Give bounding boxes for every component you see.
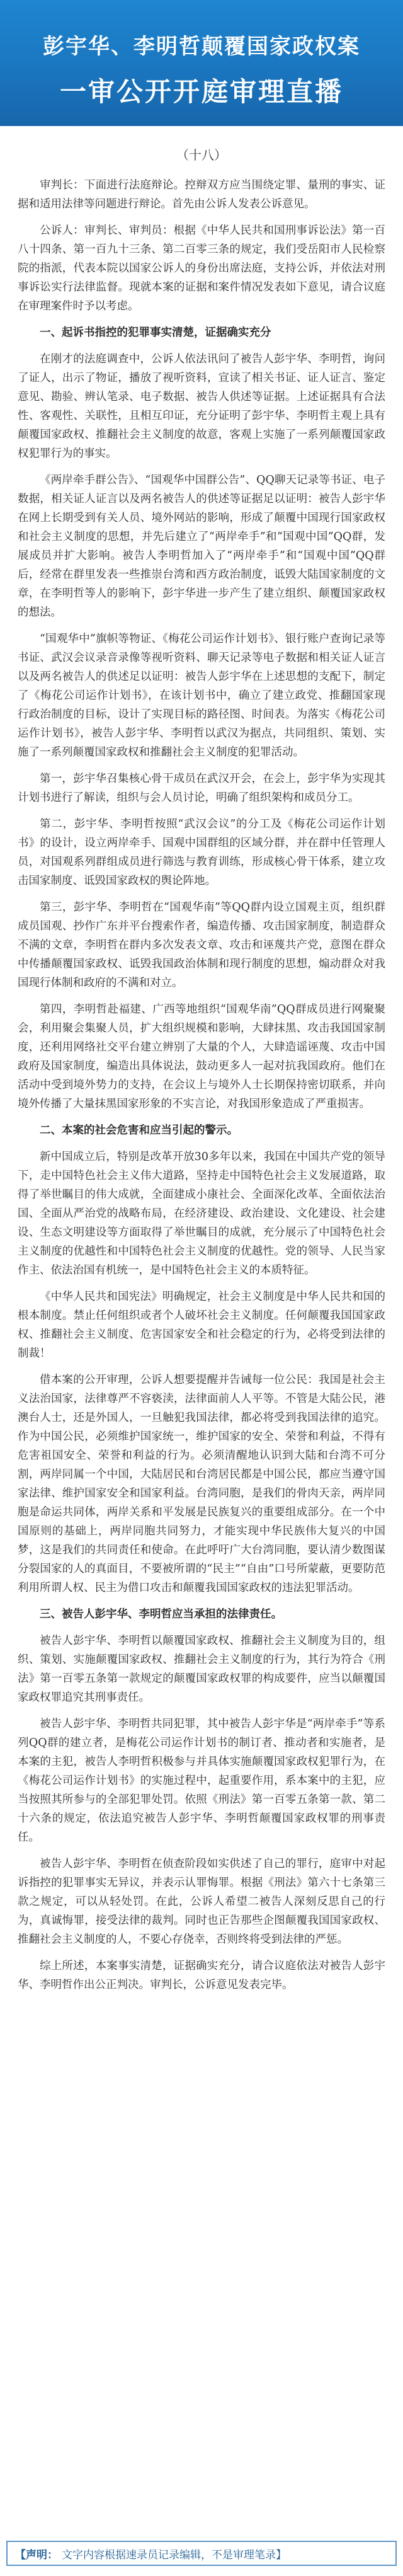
disclaimer-label: 【声明： xyxy=(15,2548,58,2562)
transcript-body xyxy=(0,176,403,1994)
paragraph: 第四，李明哲赴福建、广西等地组织“国观华南”QQ群成员进行网聚聚会，利用聚会集聚人员，扩大组织规模和影响，大肆抹黑、攻击我国国家制度，还利用网络社交平台建立辨别了大量的个人，大肆造谣诬蔑、攻击中国政府及国家制度，编造出具体说法，鼓动更多人一起对抗我国政府。他们在活动中受到境外势力的支持，在会议上与境外人士长期保持密切联系，并向境外传播了大量抹黑国家形象的不实言论，对我国形象造成了严重损害。 xyxy=(18,1003,385,1110)
section-heading: 三、被告人彭宇华、李明哲应当承担的法律责任。 xyxy=(40,1608,282,1621)
paragraph: 在刚才的法庭调查中，公诉人依法讯问了被告人彭宇华、李明哲，询问了证人，出示了物证，播放了视听资料，宣读了相关书证、证人证言、鉴定意见、勘验、辨认笔录、电子数据、被告人供述等证据。上述证据具有合法性、客观性、关联性，且相互印证，充分证明了彭宇华、李明哲主观上具有颠覆国家政权、推翻社会主义制度的故意，客观上实施了一系列颠覆国家政权犯罪行为的事实。 xyxy=(18,353,385,460)
paragraph: 审判长：下面进行法庭辩论。控辩双方应当围绕定罪、量刑的事实、证据和适用法律等问题进行辩论。首先由公诉人发表公诉意见。 xyxy=(18,179,385,210)
paragraph: 被告人彭宇华、李明哲共同犯罪，其中被告人彭宇华是“两岸牵手”等系列QQ群的建立者，是梅花公司运作计划书的制订者、推动者和实施者，是本案的主犯，被告人李明哲积极参与并具体实施颠覆国家政权犯罪行为，在《梅花公司运作计划书》的实施过程中，起重要作用，系本案中的主犯，应当按照其所参与的全部犯罪处罚。依照《刑法》第一百零五条第一款、第二十六条的规定，依法追究被告人彭宇华、李明哲颠覆国家政权罪的刑事责任。 xyxy=(18,1718,385,1844)
paragraph: 被告人彭宇华、李明哲以颠覆国家政权、推翻社会主义制度为目的，组织、策划、实施颠覆国家政权、推翻社会主义制度的行为，其行为符合《刑法》第一百零五条第一款规定的颠覆国家政权罪的构成要件，应当以颠覆国家政权罪追究其刑事责任。 xyxy=(18,1635,385,1704)
section-heading: 一、起诉书指控的犯罪事实清楚，证据确实充分 xyxy=(40,326,271,339)
section-number: （十八） xyxy=(176,147,227,163)
paragraph: 综上所述，本案事实清楚，证据确实充分，请合议庭依法对被告人彭宇华、李明哲作出公正判决。审判长，公诉意见发表完毕。 xyxy=(18,1960,385,1991)
paragraph: 《中华人民共和国宪法》明确规定，社会主义制度是中华人民共和国的根本制度。禁止任何组织或者个人破坏社会主义制度。任何颠覆我国国家政权、推翻社会主义制度、危害国家安全和社会稳定的行为，必将受到法律的制裁！ xyxy=(18,1291,385,1360)
paragraph: 第三，彭宇华、李明哲在“国观华南”等QQ群内设立国观主页，组织群成员国观、抄作广东并平台搜索作者，编造传播、攻击国家制度，制造群众不满的文章，李明哲在群内多次发表文章、攻击和诬蔑共产党，意图在群众中传播颠覆国家政权、诋毁我国政治体制和现行制度的思想，煽动群众对我国现行体制和政府的不满和对立。 xyxy=(18,901,385,989)
paragraph: 被告人彭宇华、李明哲在侦查阶段如实供述了自己的罪行，庭审中对起诉指控的犯罪事实无异议，并表示认罪悔罪。根据《刑法》第六十七条第三款之规定，可以从轻处罚。在此，公诉人希望二被告人深刻反思自己的行为，真诚悔罪，接受法律的裁判。同时也正告那些企图颠覆我国国家政权、推翻社会主义制度的人，不要心存侥幸，否则终将受到法律的严惩。 xyxy=(18,1858,385,1946)
broadcast-title: 一审公开开庭审理直播 xyxy=(59,76,343,107)
paragraph: 第二，彭宇华、李明哲按照“武汉会议”的分工及《梅花公司运作计划书》的设计，设立两岸牵手、国观中国群组的区域分群，并在群中任管理人员，对国观系列群组成员进行筛选与教育训练，形成核心骨干体系，建立攻击国家制度、诋毁国家政权的舆论阵地。 xyxy=(18,818,385,887)
paragraph: 公诉人：审判长、审判员：根据《中华人民共和国刑事诉讼法》第一百八十四条、第一百九十三条、第二百零三条的规定，我们受岳阳市人民检察院的指派，代表本院以国家公诉人的身份出席法庭，支持公诉，并依法对刑事诉讼实行法律监督。现就本案的证据和案件情况发表如下意见，请合议庭在审理案件时予以考虑。 xyxy=(18,224,385,313)
paragraph: 《两岸牵手群公告》、“国观华中国群公告”、QQ聊天记录等书证、电子数据，相关证人证言以及两名被告人的供述等证据足以证明：被告人彭宇华在网上长期受到有关人员、境外网站的影响，形成了颠覆中国现行国家政权和社会主义制度的思想，并先后建立了“两岸牵手”和“国观中国”QQ群，发展成员并扩大影响。被告人李明哲加入了“两岸牵手”和“国观中国”QQ群后，经常在群里发表一些推崇台湾和西方政治制度，诋毁大陆国家制度的文章，在李明哲等人的影响下，彭宇华进一步产生了建立组织、颠覆国家政权的想法。 xyxy=(18,474,385,619)
paragraph: 借本案的公开审理，公诉人想要提醒并告诫每一位公民：我国是社会主义法治国家，法律尊严不容亵渎，法律面前人人平等。不管是大陆公民，港澳台人士，还是外国人，一旦触犯我国法律，都必将受到我国法律的追究。作为中国公民，必须维护国家统一，维护国家的安全、荣誉和利益，不得有危害祖国安全、荣誉和利益的行为。必须清醒地认识到大陆和台湾不可分割，两岸同属一个中国，大陆居民和台湾居民都是中国公民，都应当遵守国家法律、维护国家安全和国家利益。台湾同胞，是我们的骨肉天亲，两岸同胞是命运共同体，两岸关系和平发展是民族复兴的重要组成部分。在一个中国原则的基础上，两岸同胞共同努力，才能实现中华民族伟大复兴的中国梦，这是我们的共同责任和使命。在此呼吁广大台湾同胞，要认清少数图谋分裂国家的人的真面目，不要被所谓的“民主”“自由”口号所蒙蔽，更要防范利用所谓人权、民主为借口攻击和颠覆我国国家政权的违法犯罪活动。 xyxy=(18,1374,385,1594)
disclaimer-box xyxy=(6,2541,397,2566)
section-heading: 二、本案的社会危害和应当引起的警示。 xyxy=(40,1124,238,1137)
paragraph: 新中国成立后，特别是改革开放30多年以来，我国在中国共产党的领导下，走中国特色社会主义伟大道路，坚持走中国特色社会主义发展道路，取得了举世瞩目的伟大成就，全面建成小康社会、全面深化改革、全面依法治国、全面从严治党的战略布局，在经济建设、政治建设、文化建设、社会建设、生态文明建设等方面取得了举世瞩目的成就，充分展示了中国特色社会主义制度的优越性和中国特色社会主义制度的优越性。党的领导、人民当家作主、依法治国有机统一，是中国特色社会主义的本质特征。 xyxy=(18,1151,385,1277)
paragraph: 第一，彭宇华召集核心骨干成员在武汉开会，在会上，彭宇华为实现其计划书进行了解读，组织与会人员讨论，明确了组织架构和成员分工。 xyxy=(18,773,385,804)
paragraph: “国观华中”旗帜等物证、《梅花公司运作计划书》、银行账户查询记录等书证、武汉会议录音录像等视听资料、聊天记录等电子数据和相关证人证言以及两名被告人的供述足以证明：被告人彭宇华在上述思想的支配下，制定了《梅花公司运作计划书》，在该计划书中，确立了建立政党、推翻国家现行政治制度的目标，设计了实现目标的路径图、时间表。为落实《梅花公司运作计划书》，被告人彭宇华、李明哲以武汉为据点，共同组织、策划、实施了一系列颠覆国家政权和推翻社会主义制度的犯罪活动。 xyxy=(18,633,385,759)
disclaimer-text: 文字内容根据速录员记录编辑，不是审理笔录】 xyxy=(62,2548,287,2562)
page-header-banner xyxy=(0,0,403,126)
case-title: 彭宇华、李明哲颠覆国家政权案 xyxy=(43,34,360,59)
